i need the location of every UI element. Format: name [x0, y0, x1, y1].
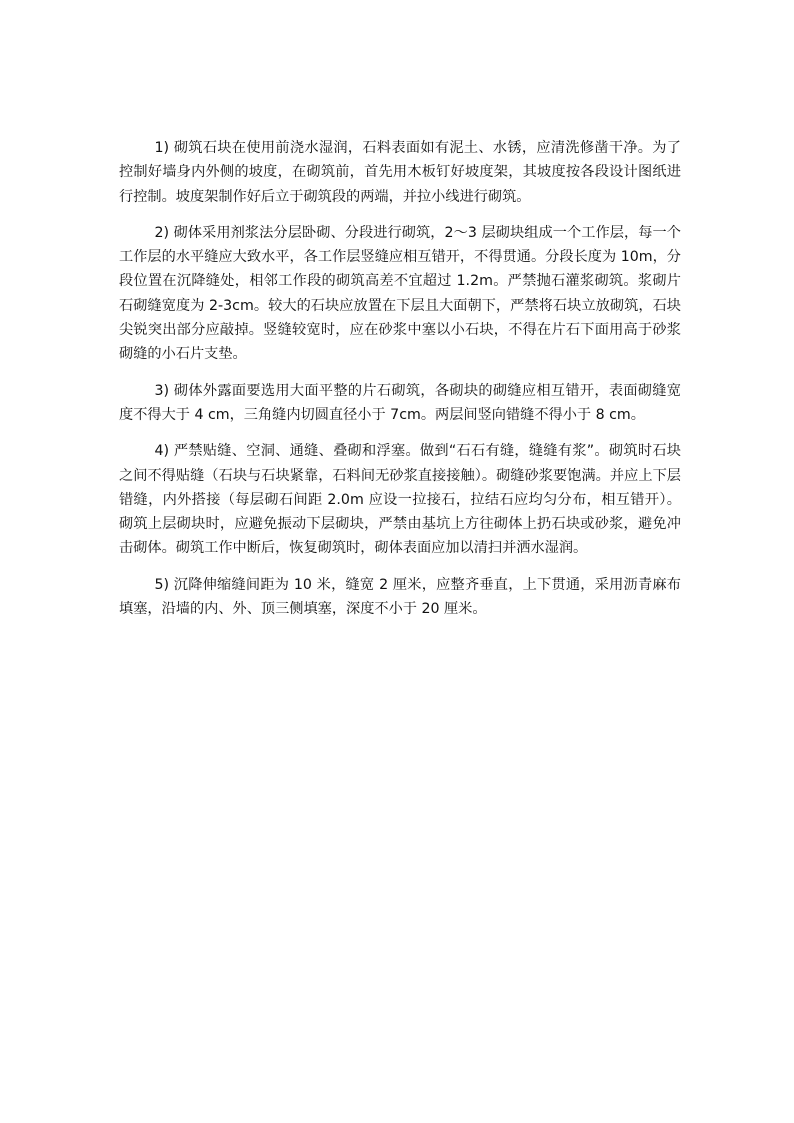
paragraph-2: 2) 砌体采用剂浆法分层卧砌、分段进行砌筑，2～3 层砌块组成一个工作层，每一个工作层的水平缝应大致水平，各工作层竖缝应相互错开，不得贯通。分段长度为 10m，分段位置在沉降缝处，相邻工作段的砌筑高差不宜超过 1.2m。严禁抛石灌浆砌筑。浆砌片石砌缝宽度为 2-3cm。较大的石块应放置在下层且大面朝下，严禁将石块立放砌筑，石块尖锐突出部分应敲掉。竖缝较宽时，应在砂浆中塞以小石块，不得在片石下面用高于砂浆砌缝的小石片支垫。 [119, 224, 681, 363]
document-body [119, 136, 681, 633]
paragraph-4: 4) 严禁贴缝、空洞、通缝、叠砌和浮塞。做到“石石有缝，缝缝有浆”。砌筑时石块之间不得贴缝（石块与石块紧靠，石料间无砂浆直接接触）。砌缝砂浆要饱满。并应上下层错缝，内外搭接（每层砌石间距 2.0m 应设一拉接石，拉结石应均匀分布，相互错开）。砌筑上层砌块时，应避免振动下层砌块，严禁由基坑上方往砌体上扔石块或砂浆，避免冲击砌体。砌筑工作中断后，恢复砌筑时，砌体表面应加以清扫并洒水湿润。 [119, 443, 681, 557]
paragraph-3: 3) 砌体外露面要选用大面平整的片石砌筑，各砌块的砌缝应相互错开，表面砌缝宽度不得大于 4 cm，三角缝内切圆直径小于 7cm。两层间竖向错缝不得小于 8 cm。 [119, 382, 681, 423]
paragraph-1: 1) 砌筑石块在使用前浇水湿润，石料表面如有泥土、水锈，应清洗修凿干净。为了控制好墙身内外侧的坡度，在砌筑前，首先用木板钉好坡度架，其坡度按各段设计图纸进行控制。坡度架制作好后立于砌筑段的两端，并拉小线进行砌筑。 [119, 140, 681, 205]
paragraph-5: 5) 沉降伸缩缝间距为 10 米，缝宽 2 厘米，应整齐垂直，上下贯通，采用沥青麻布填塞，沿墙的内、外、顶三侧填塞，深度不小于 20 厘米。 [119, 576, 681, 618]
